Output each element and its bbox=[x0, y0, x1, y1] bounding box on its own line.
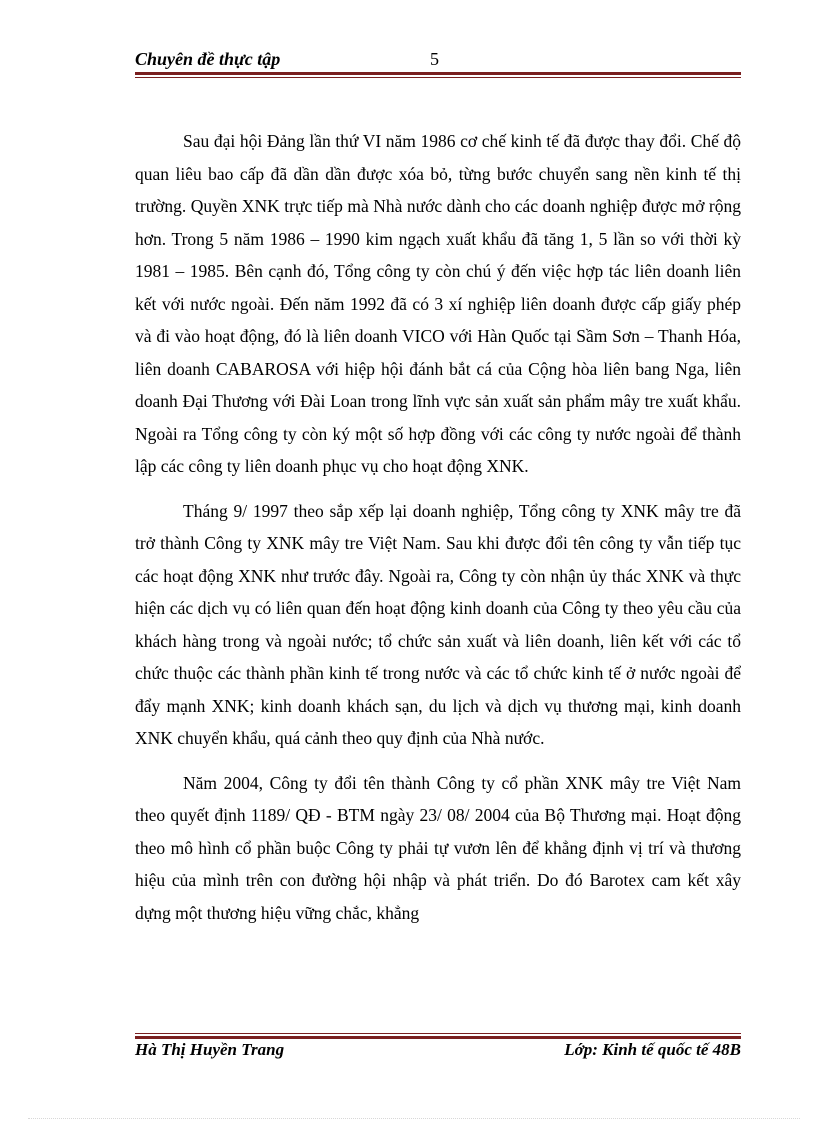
header-title: Chuyên đề thực tập bbox=[135, 49, 281, 69]
header-rule-thin bbox=[135, 77, 741, 78]
page-number: 5 bbox=[430, 49, 439, 69]
document-body bbox=[135, 125, 741, 941]
paragraph: Tháng 9/ 1997 theo sắp xếp lại doanh nghiệp, Tổng công ty XNK mây tre đã trở thành Công ty XNK mây tre Việt Nam. Sau khi được đổi tên công ty vẫn tiếp tục các hoạt động XNK như trước đây. Ngoài ra, Công ty còn nhận ủy thác XNK và thực hiện các dịch vụ có liên quan đến hoạt động kinh doanh của Công ty theo yêu cầu của khách hàng trong và ngoài nước; tổ chức sản xuất và liên doanh, liên kết với các tổ chức thuộc các thành phần kinh tế trong nước và các tổ chức kinh tế ở nước ngoài để đẩy mạnh XNK; kinh doanh khách sạn, du lịch và dịch vụ thương mại, kinh doanh XNK chuyển khẩu, quá cảnh theo quy định của Nhà nước. bbox=[135, 500, 741, 748]
page-footer bbox=[135, 1040, 741, 1064]
footer-class: Lớp: Kinh tế quốc tế 48B bbox=[564, 1040, 741, 1059]
footer-rule-thick bbox=[135, 1036, 741, 1039]
header-rule-thick bbox=[135, 72, 741, 75]
paragraph: Sau đại hội Đảng lần thứ VI năm 1986 cơ chế kinh tế đã được thay đổi. Chế độ quan liêu bao cấp đã dần dần được xóa bỏ, từng bước chuyển sang nền kinh tế thị trường. Quyền XNK trực tiếp mà Nhà nước dành cho các doanh nghiệp được mở rộng hơn. Trong 5 năm 1986 – 1990 kim ngạch xuất khẩu đã tăng 1, 5 lần so với thời kỳ 1981 – 1985. Bên cạnh đó, Tổng công ty còn chú ý đến việc hợp tác liên doanh liên kết với nước ngoài. Đến năm 1992 đã có 3 xí nghiệp liên doanh được cấp giấy phép và đi vào hoạt động, đó là liên doanh VICO với Hàn Quốc tại Sầm Sơn – Thanh Hóa, liên doanh CABAROSA với hiệp hội đánh bắt cá của Cộng hòa liên bang Nga, liên doanh Đại Thương với Đài Loan trong lĩnh vực sản xuất sản phẩm mây tre xuất khẩu. Ngoài ra Tổng công ty còn ký một số hợp đồng với các công ty nước ngoài để thành lập các công ty liên doanh phục vụ cho hoạt động XNK. bbox=[135, 131, 741, 476]
page-border-dotted bbox=[28, 1118, 800, 1119]
footer-rule-thin bbox=[135, 1033, 741, 1034]
paragraph: Năm 2004, Công ty đổi tên thành Công ty cổ phần XNK mây tre Việt Nam theo quyết định 1189/ QĐ - BTM ngày 23/ 08/ 2004 của Bộ Thương mại. Hoạt động theo mô hình cổ phần buộc Công ty phải tự vươn lên để khẳng định vị trí và thương hiệu của mình trên con đường hội nhập và phát triển. Do đó Barotex cam kết xây dựng một thương hiệu vững chắc, khẳng bbox=[135, 772, 741, 923]
page-header bbox=[135, 47, 741, 71]
footer-author: Hà Thị Huyền Trang bbox=[135, 1040, 285, 1059]
